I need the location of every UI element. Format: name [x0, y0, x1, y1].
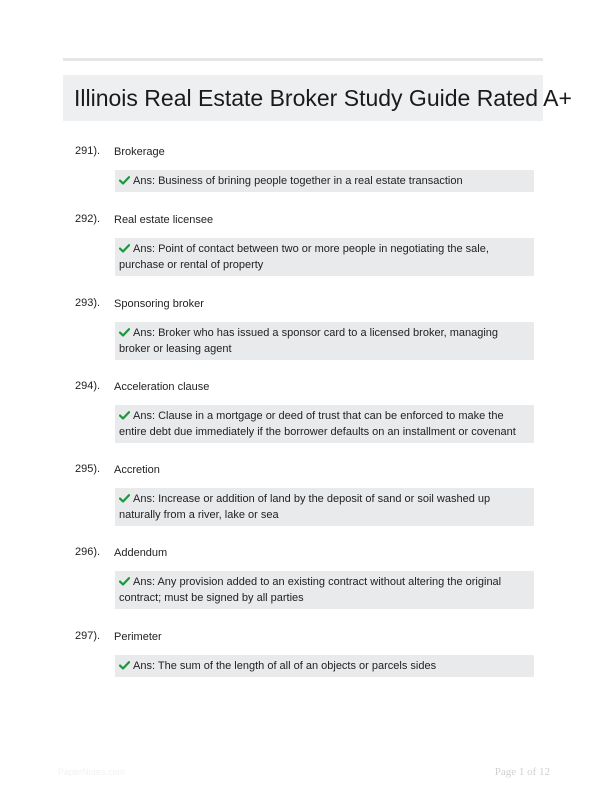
question-number: 293).: [75, 297, 101, 309]
question-number: 294).: [75, 380, 101, 392]
answer-prefix: Ans:: [133, 243, 156, 255]
answer-box: [115, 170, 534, 192]
check-icon: [119, 661, 130, 670]
answer-box: [115, 238, 534, 276]
answer-text: Increase or addition of land by the deposit of sand or soil washed up naturally from a river, lake or sea: [119, 493, 491, 521]
answer-box: [115, 322, 534, 360]
question-number: 296).: [75, 546, 101, 558]
question-number: 292).: [75, 213, 101, 225]
question-number: 297).: [75, 630, 101, 642]
page-number: Page 1 of 12: [494, 766, 550, 778]
check-icon: [119, 577, 130, 586]
answer-prefix: Ans:: [133, 660, 156, 672]
question-term: Real estate licensee: [114, 214, 214, 226]
answer-prefix: Ans:: [133, 175, 156, 187]
answer-prefix: Ans:: [133, 576, 156, 588]
question-term: Sponsoring broker: [114, 298, 204, 310]
check-icon: [119, 244, 130, 253]
answer-text: The sum of the length of all of an objects or parcels sides: [157, 660, 437, 672]
check-icon: [119, 411, 130, 420]
question-number: 295).: [75, 463, 101, 475]
title-banner: [63, 75, 572, 121]
question-term: Addendum: [114, 547, 168, 559]
answer-text: Any provision added to an existing contract without altering the original contract; must be signed by all parties: [119, 576, 502, 604]
question-term: Brokerage: [114, 146, 165, 158]
answer-box: [115, 655, 534, 677]
question-number: 291).: [75, 145, 101, 157]
check-icon: [119, 328, 130, 337]
answer-prefix: Ans:: [133, 327, 156, 339]
page-title: Illinois Real Estate Broker Study Guide Rated A+: [74, 84, 572, 111]
answer-text: Point of contact between two or more people in negotiating the sale, purchase or rental of property: [119, 243, 489, 271]
question-term: Accretion: [114, 464, 160, 476]
answer-box: [115, 405, 534, 443]
answer-text: Business of brining people together in a real estate transaction: [158, 175, 463, 187]
check-icon: [119, 176, 130, 185]
answer-text: Broker who has issued a sponsor card to a licensed broker, managing broker or leasing agent: [119, 327, 499, 355]
answer-prefix: Ans:: [133, 493, 156, 505]
question-term: Acceleration clause: [114, 381, 210, 393]
top-divider: [63, 58, 543, 61]
answer-text: Clause in a mortgage or deed of trust that can be enforced to make the entire debt due immediately if the borrower defaults on an installment or covenant: [119, 410, 516, 438]
check-icon: [119, 494, 130, 503]
footer-watermark: PaperNotes.com: [58, 767, 126, 777]
question-term: Perimeter: [114, 631, 162, 643]
answer-box: [115, 571, 534, 609]
answer-box: [115, 488, 534, 526]
answer-prefix: Ans:: [133, 410, 156, 422]
